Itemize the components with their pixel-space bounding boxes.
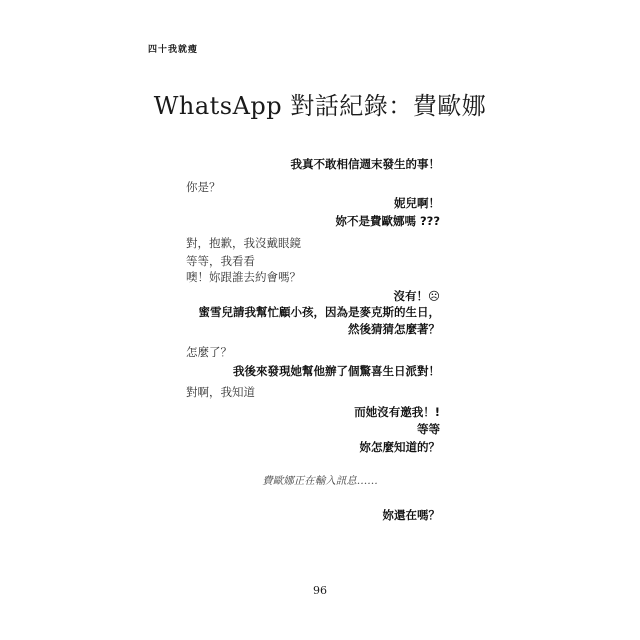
message-left: 等等，我看看 bbox=[186, 254, 255, 268]
running-head: 四十我就瘦 bbox=[148, 45, 199, 55]
page-number: 96 bbox=[313, 584, 327, 597]
message-left: 對啊，我知道 bbox=[186, 385, 255, 399]
message-right: 等等 bbox=[417, 422, 440, 436]
typing-indicator: 費歐娜正在輸入訊息…… bbox=[262, 475, 378, 487]
message-left: 你是？ bbox=[186, 180, 221, 194]
message-right: 沒有！☹ bbox=[393, 289, 440, 303]
message-right: 而她沒有邀我！! bbox=[354, 405, 440, 419]
message-left: 噢！妳跟誰去約會嗎？ bbox=[186, 270, 301, 284]
message-right: 妳不是費歐娜嗎 ??? bbox=[335, 214, 440, 228]
message-left: 對，抱歉，我沒戴眼鏡 bbox=[186, 236, 301, 250]
message-right: 我真不敢相信週末發生的事！ bbox=[290, 157, 440, 171]
message-right: 蜜雪兒請我幫忙顧小孩，因為是麥克斯的生日， bbox=[198, 305, 440, 319]
message-right: 我後來發現她幫他辦了個驚喜生日派對！ bbox=[233, 364, 440, 378]
message-right: 然後猜猜怎麼著？ bbox=[348, 322, 440, 336]
message-left: 怎麼了？ bbox=[186, 345, 232, 359]
message-right: 妳還在嗎？ bbox=[382, 508, 440, 522]
message-right: 妮兒啊！ bbox=[394, 196, 440, 210]
message-right: 妳怎麼知道的？ bbox=[359, 440, 440, 454]
chapter-title: WhatsApp 對話紀錄：費歐娜 bbox=[153, 92, 487, 120]
